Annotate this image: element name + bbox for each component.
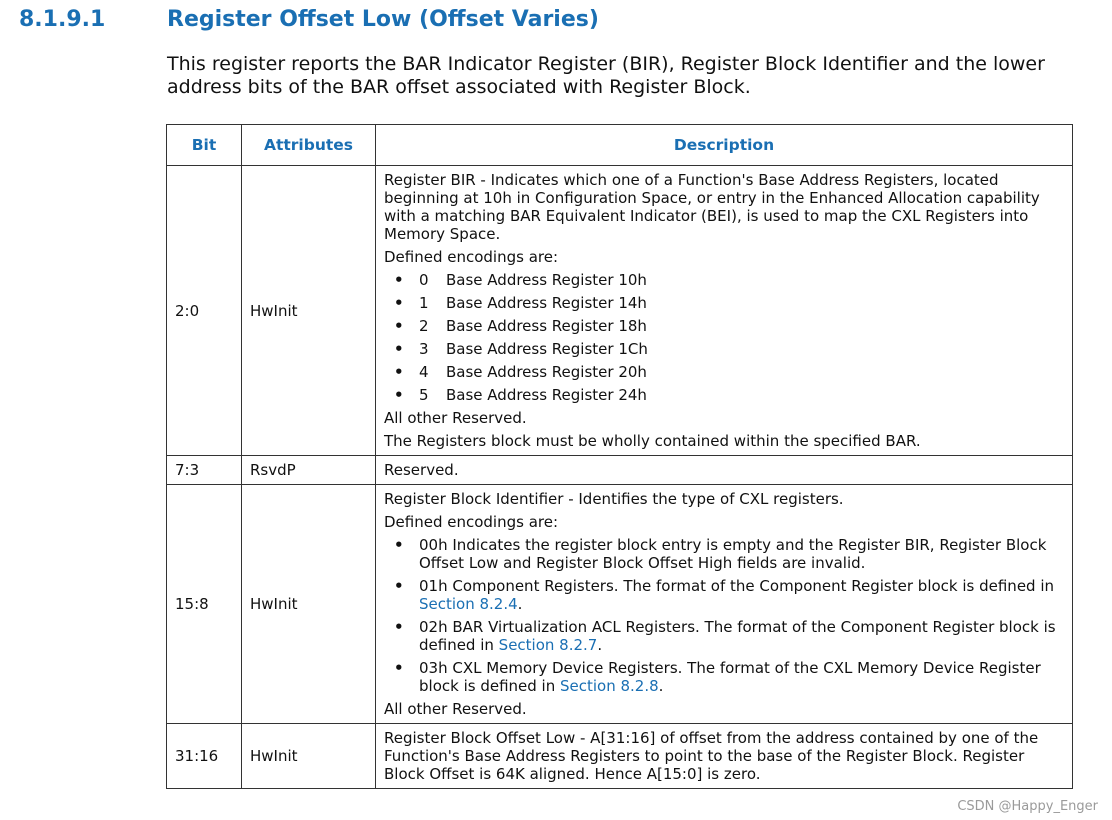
item-text: 00h Indicates the register block entry is empty and the Register BIR, Register Block Offset Low and Register Block Offset High fields are invalid. (419, 536, 1047, 572)
description-cell (376, 485, 1073, 724)
block-type-list (384, 536, 1064, 695)
containment-note: The Registers block must be wholly contained within the specified BAR. (384, 432, 921, 450)
list-item (384, 271, 1064, 289)
bit-cell: 15:8 (167, 485, 242, 724)
attributes-cell: HwInit (242, 724, 376, 789)
encoding-code: 2 (419, 317, 429, 335)
list-item (384, 618, 1064, 654)
table-row (167, 456, 1073, 485)
table-row (167, 724, 1073, 789)
encoding-text: Base Address Register 24h (446, 386, 647, 404)
list-item (384, 577, 1064, 613)
list-item (384, 659, 1064, 695)
table-header-row (167, 125, 1073, 166)
description-cell: Reserved. (376, 456, 1073, 485)
bit-cell: 2:0 (167, 166, 242, 456)
description-text: Register BIR - Indicates which one of a Function's Base Address Registers, located beginning at 10h in Configuration Space, or entry in the Enhanced Allocation capability with a matching BAR Equivalent Indicator (BEI), is used to map the CXL Registers into Memory Space. (384, 171, 1040, 243)
description-text: Register Block Identifier - Identifies the type of CXL registers. (384, 490, 844, 508)
encoding-text: Base Address Register 10h (446, 271, 647, 289)
attributes-cell: RsvdP (242, 456, 376, 485)
register-table (166, 124, 1073, 789)
section-title: Register Offset Low (Offset Varies) (167, 7, 599, 32)
list-item (384, 363, 1064, 381)
section-heading (19, 5, 599, 35)
list-item (384, 386, 1064, 404)
intro-paragraph: This register reports the BAR Indicator Register (BIR), Register Block Identifier and the lower address bits of the BAR offset associated with Register Block. (167, 53, 1045, 98)
item-text: 02h BAR Virtualization ACL Registers. The format of the Component Register block is defined in (419, 618, 1056, 654)
description-cell: Register Block Offset Low - A[31:16] of offset from the address contained by one of the Function's Base Address Registers to point to the base of the Register Block. Register Block Offset is 64K aligned. Hence A[15:0] is zero. (376, 724, 1073, 789)
encoding-code: 5 (419, 386, 429, 404)
item-tail: . (658, 677, 664, 695)
encoding-text: Base Address Register 18h (446, 317, 647, 335)
item-tail: . (597, 636, 603, 654)
encoding-code: 0 (419, 271, 429, 289)
header-attributes: Attributes (242, 125, 376, 166)
attributes-cell: HwInit (242, 166, 376, 456)
reserved-note: All other Reserved. (384, 409, 527, 427)
table-row (167, 166, 1073, 456)
header-bit: Bit (167, 125, 242, 166)
encodings-label: Defined encodings are: (384, 248, 559, 266)
encoding-code: 4 (419, 363, 429, 381)
section-link[interactable]: Section 8.2.8 (559, 677, 659, 695)
bit-cell: 7:3 (167, 456, 242, 485)
item-text: 01h Component Registers. The format of the Component Register block is defined in (419, 577, 1055, 595)
encoding-code: 3 (419, 340, 429, 358)
section-link[interactable]: Section 8.2.7 (498, 636, 598, 654)
watermark: CSDN @Happy_Enger (957, 799, 1098, 814)
list-item (384, 317, 1064, 335)
encoding-text: Base Address Register 20h (446, 363, 647, 381)
encoding-text: Base Address Register 1Ch (446, 340, 648, 358)
encoding-text: Base Address Register 14h (446, 294, 647, 312)
bit-cell: 31:16 (167, 724, 242, 789)
item-tail: . (517, 595, 523, 613)
encoding-list (384, 271, 1064, 404)
list-item (384, 340, 1064, 358)
item-text: 03h CXL Memory Device Registers. The format of the CXL Memory Device Register block is defined in (419, 659, 1041, 695)
section-link[interactable]: Section 8.2.4 (419, 595, 518, 613)
list-item (384, 536, 1064, 572)
list-item (384, 294, 1064, 312)
encoding-code: 1 (419, 294, 429, 312)
table-row (167, 485, 1073, 724)
reserved-note: All other Reserved. (384, 700, 527, 718)
section-number: 8.1.9.1 (19, 7, 106, 32)
encodings-label: Defined encodings are: (384, 513, 559, 531)
header-description: Description (376, 125, 1073, 166)
attributes-cell: HwInit (242, 485, 376, 724)
description-cell (376, 166, 1073, 456)
